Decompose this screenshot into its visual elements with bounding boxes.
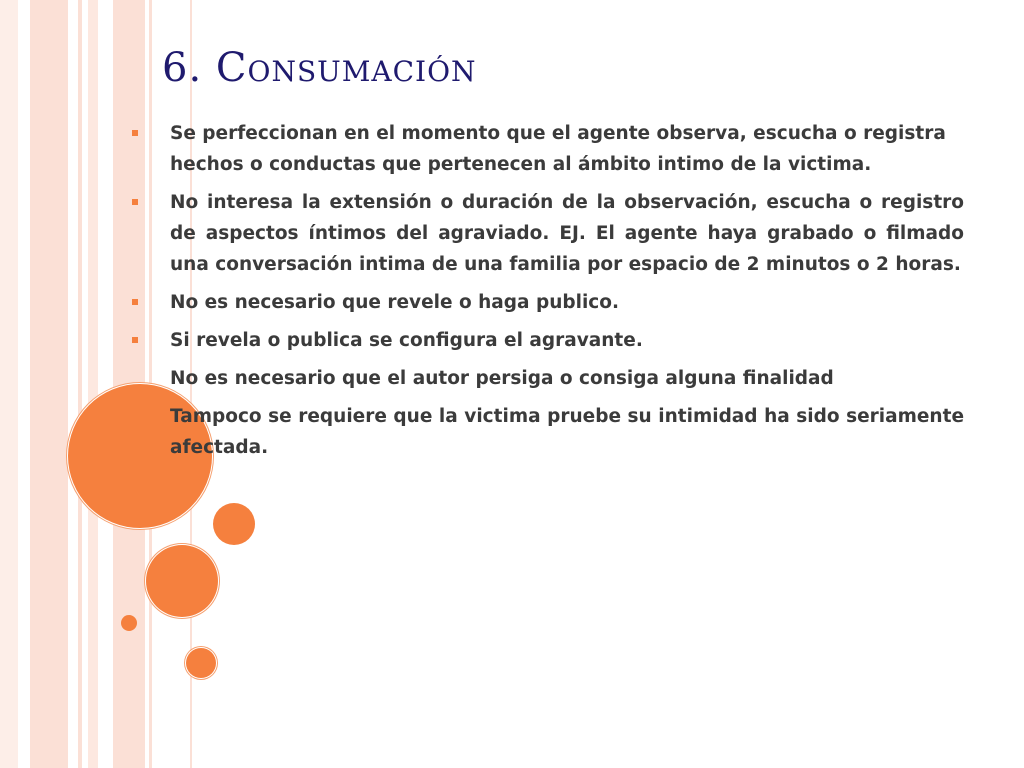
bullet-item (132, 325, 964, 356)
decorative-circle (186, 648, 216, 678)
decorative-stripe (30, 0, 68, 768)
bullet-text: Tampoco se requiere que la victima pruebe su intimidad ha sido seriamente afectada. (170, 406, 964, 458)
decorative-circle (146, 545, 218, 617)
decorative-circle-small (121, 615, 137, 631)
bullet-text: Se perfeccionan en el momento que el agente observa, escucha o registra hechos o conductas que pertenecen al ámbito intimo de la victima. (170, 123, 946, 175)
bullet-text: No es necesario que revele o haga publico. (170, 292, 619, 313)
decorative-stripe (88, 0, 98, 768)
bullet-marker-icon (132, 130, 138, 136)
bullet-marker-icon (132, 337, 138, 343)
bullet-marker-icon (132, 299, 138, 305)
bullet-item (132, 287, 964, 318)
decorative-stripe (78, 0, 82, 768)
bullet-marker-icon (132, 199, 138, 205)
bullet-list (132, 118, 964, 470)
bullet-item (132, 118, 964, 180)
bullet-item (132, 363, 964, 394)
bullet-text: No interesa la extensión o duración de la observación, escucha o registro de aspectos íntimos del agraviado. EJ. El agente haya grabado o filmado una conversación intima de una familia por espacio de 2 minutos o 2 horas. (170, 192, 964, 275)
decorative-circle (213, 503, 255, 545)
decorative-stripe (0, 0, 18, 768)
bullet-text: No es necesario que el autor persiga o consiga alguna finalidad (170, 368, 834, 389)
bullet-text: Si revela o publica se configura el agravante. (170, 330, 643, 351)
bullet-item (132, 187, 964, 280)
bullet-item (132, 401, 964, 463)
slide-title: 6. Consumación (162, 45, 477, 91)
